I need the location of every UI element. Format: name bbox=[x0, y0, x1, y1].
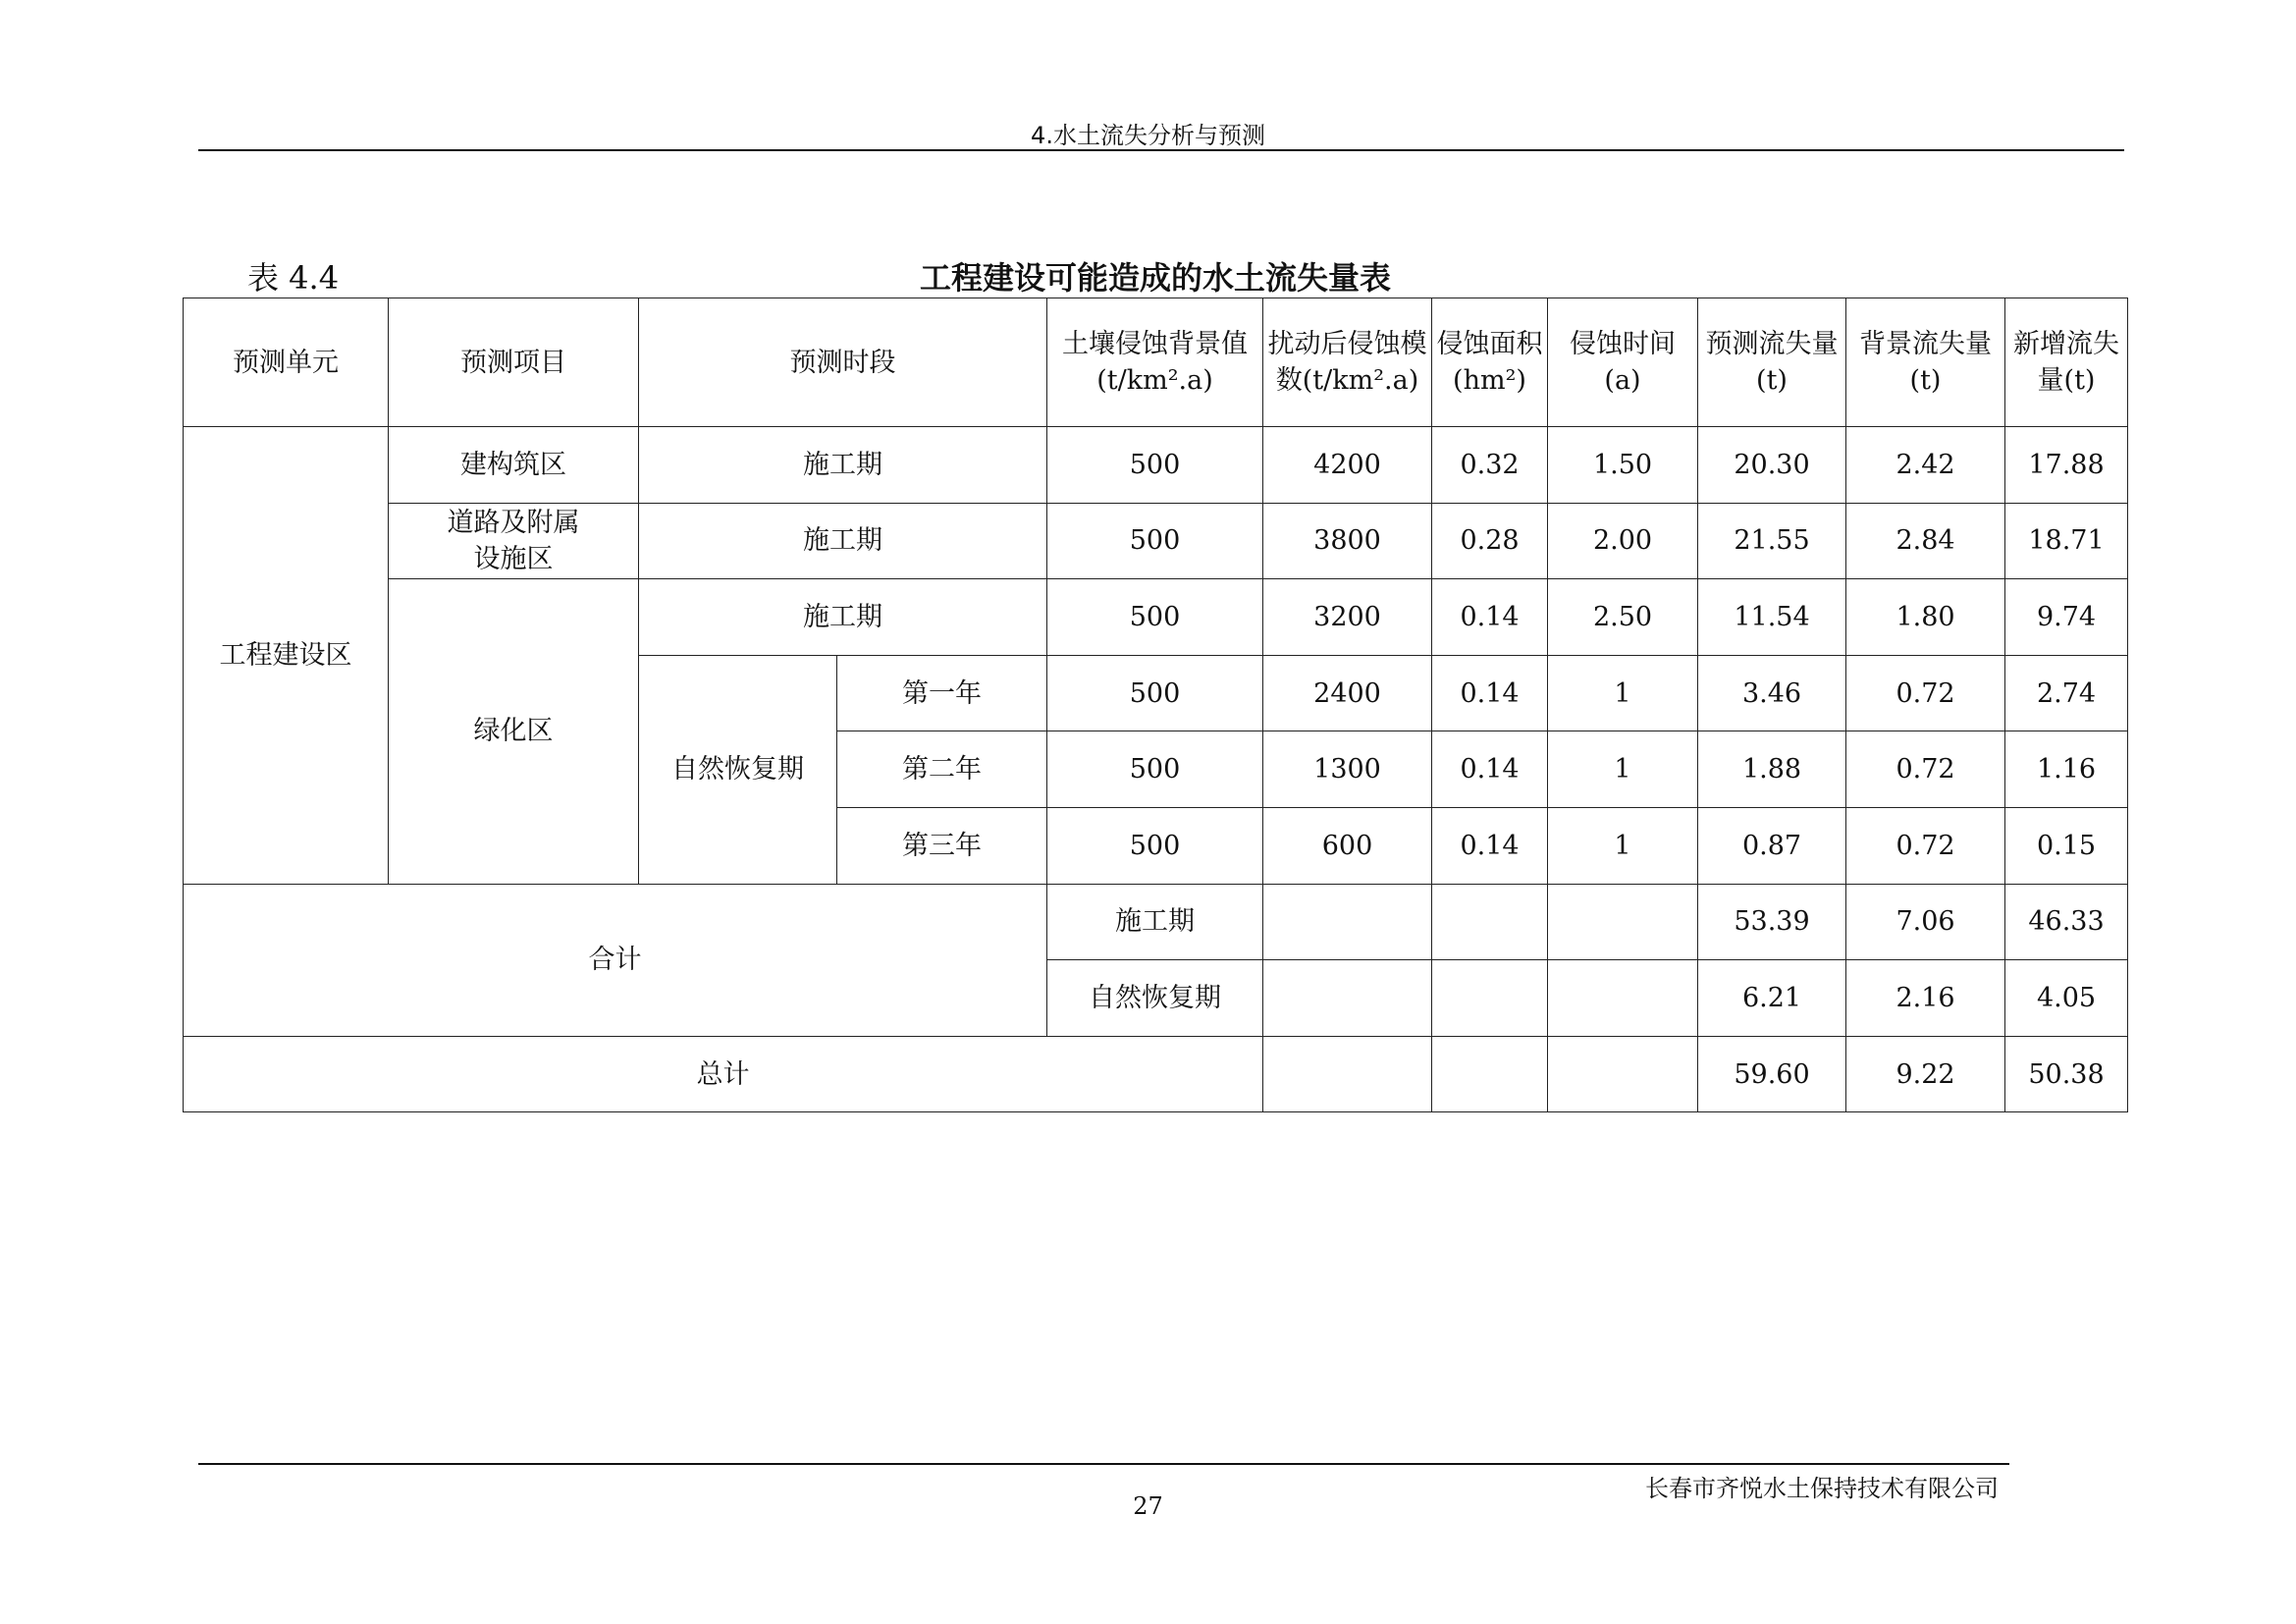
empty-cell bbox=[1432, 960, 1548, 1037]
subtotal-row-construction bbox=[184, 884, 2128, 960]
period-cell: 施工期 bbox=[639, 427, 1047, 504]
col-header-area: 侵蚀面积(hm²) bbox=[1432, 298, 1548, 427]
new-loss-cell: 1.16 bbox=[2005, 731, 2128, 808]
time-cell: 2.50 bbox=[1548, 579, 1698, 656]
subtotal-period-cell: 自然恢复期 bbox=[1047, 960, 1263, 1037]
total-label: 总计 bbox=[184, 1036, 1263, 1112]
predicted-loss-cell: 59.60 bbox=[1698, 1036, 1846, 1112]
item-cell: 建构筑区 bbox=[389, 427, 639, 504]
item-cell: 道路及附属设施区 bbox=[389, 503, 639, 579]
predicted-loss-cell: 1.88 bbox=[1698, 731, 1846, 808]
col-header-background-loss: 背景流失量(t) bbox=[1846, 298, 2005, 427]
area-cell: 0.28 bbox=[1432, 503, 1548, 579]
empty-cell bbox=[1432, 1036, 1548, 1112]
time-cell: 1 bbox=[1548, 655, 1698, 731]
empty-cell bbox=[1432, 884, 1548, 960]
background-loss-cell: 9.22 bbox=[1846, 1036, 2005, 1112]
disturbed-modulus-cell: 1300 bbox=[1263, 731, 1432, 808]
disturbed-modulus-cell: 3200 bbox=[1263, 579, 1432, 656]
company-name: 长春市齐悦水土保持技术有限公司 bbox=[1645, 1475, 1999, 1502]
footer-rule bbox=[198, 1463, 2009, 1465]
background-loss-cell: 7.06 bbox=[1846, 884, 2005, 960]
subtotal-period-cell: 施工期 bbox=[1047, 884, 1263, 960]
col-header-predicted-loss: 预测流失量(t) bbox=[1698, 298, 1846, 427]
table-title: 工程建设可能造成的水土流失量表 bbox=[919, 259, 1391, 297]
predicted-loss-cell: 20.30 bbox=[1698, 427, 1846, 504]
disturbed-modulus-cell: 3800 bbox=[1263, 503, 1432, 579]
period-cell: 施工期 bbox=[639, 503, 1047, 579]
disturbed-modulus-cell: 2400 bbox=[1263, 655, 1432, 731]
background-modulus-cell: 500 bbox=[1047, 579, 1263, 656]
area-cell: 0.14 bbox=[1432, 655, 1548, 731]
item-cell: 绿化区 bbox=[389, 579, 639, 884]
predicted-loss-cell: 0.87 bbox=[1698, 807, 1846, 884]
col-header-item: 预测项目 bbox=[389, 298, 639, 427]
total-row bbox=[184, 1036, 2128, 1112]
col-header-period: 预测时段 bbox=[639, 298, 1047, 427]
period-cell: 第三年 bbox=[837, 807, 1047, 884]
background-loss-cell: 2.42 bbox=[1846, 427, 2005, 504]
unit-cell: 工程建设区 bbox=[184, 427, 389, 885]
table-row bbox=[184, 427, 2128, 504]
running-header: 4.水土流失分析与预测 bbox=[1031, 122, 1265, 149]
col-header-background-modulus: 土壤侵蚀背景值(t/km².a) bbox=[1047, 298, 1263, 427]
period-cell: 施工期 bbox=[639, 579, 1047, 656]
area-cell: 0.32 bbox=[1432, 427, 1548, 504]
empty-cell bbox=[1548, 960, 1698, 1037]
empty-cell bbox=[1263, 960, 1432, 1037]
empty-cell bbox=[1263, 884, 1432, 960]
table-number: 表 4.4 bbox=[247, 259, 340, 297]
background-loss-cell: 0.72 bbox=[1846, 807, 2005, 884]
background-loss-cell: 1.80 bbox=[1846, 579, 2005, 656]
new-loss-cell: 9.74 bbox=[2005, 579, 2128, 656]
predicted-loss-cell: 11.54 bbox=[1698, 579, 1846, 656]
area-cell: 0.14 bbox=[1432, 807, 1548, 884]
background-loss-cell: 2.84 bbox=[1846, 503, 2005, 579]
new-loss-cell: 2.74 bbox=[2005, 655, 2128, 731]
col-header-new-loss: 新增流失量(t) bbox=[2005, 298, 2128, 427]
empty-cell bbox=[1548, 884, 1698, 960]
time-cell: 2.00 bbox=[1548, 503, 1698, 579]
table-row bbox=[184, 503, 2128, 579]
time-cell: 1 bbox=[1548, 731, 1698, 808]
time-cell: 1.50 bbox=[1548, 427, 1698, 504]
predicted-loss-cell: 53.39 bbox=[1698, 884, 1846, 960]
header-rule bbox=[198, 149, 2124, 151]
col-header-unit: 预测单元 bbox=[184, 298, 389, 427]
period-cell: 第一年 bbox=[837, 655, 1047, 731]
area-cell: 0.14 bbox=[1432, 731, 1548, 808]
page-number: 27 bbox=[1133, 1492, 1163, 1520]
predicted-loss-cell: 3.46 bbox=[1698, 655, 1846, 731]
new-loss-cell: 17.88 bbox=[2005, 427, 2128, 504]
soil-loss-table bbox=[183, 298, 2128, 1112]
subtotal-label: 合计 bbox=[184, 884, 1047, 1036]
empty-cell bbox=[1548, 1036, 1698, 1112]
background-loss-cell: 0.72 bbox=[1846, 731, 2005, 808]
predicted-loss-cell: 21.55 bbox=[1698, 503, 1846, 579]
col-header-time: 侵蚀时间(a) bbox=[1548, 298, 1698, 427]
table-header-row bbox=[184, 298, 2128, 427]
background-modulus-cell: 500 bbox=[1047, 655, 1263, 731]
new-loss-cell: 4.05 bbox=[2005, 960, 2128, 1037]
background-modulus-cell: 500 bbox=[1047, 807, 1263, 884]
background-modulus-cell: 500 bbox=[1047, 503, 1263, 579]
time-cell: 1 bbox=[1548, 807, 1698, 884]
period-cell: 第二年 bbox=[837, 731, 1047, 808]
new-loss-cell: 0.15 bbox=[2005, 807, 2128, 884]
new-loss-cell: 46.33 bbox=[2005, 884, 2128, 960]
area-cell: 0.14 bbox=[1432, 579, 1548, 656]
new-loss-cell: 18.71 bbox=[2005, 503, 2128, 579]
new-loss-cell: 50.38 bbox=[2005, 1036, 2128, 1112]
background-modulus-cell: 500 bbox=[1047, 427, 1263, 504]
disturbed-modulus-cell: 4200 bbox=[1263, 427, 1432, 504]
empty-cell bbox=[1263, 1036, 1432, 1112]
disturbed-modulus-cell: 600 bbox=[1263, 807, 1432, 884]
col-header-disturbed-modulus: 扰动后侵蚀模数(t/km².a) bbox=[1263, 298, 1432, 427]
background-loss-cell: 2.16 bbox=[1846, 960, 2005, 1037]
background-loss-cell: 0.72 bbox=[1846, 655, 2005, 731]
predicted-loss-cell: 6.21 bbox=[1698, 960, 1846, 1037]
table-row bbox=[184, 579, 2128, 656]
background-modulus-cell: 500 bbox=[1047, 731, 1263, 808]
period-group-cell: 自然恢复期 bbox=[639, 655, 837, 884]
